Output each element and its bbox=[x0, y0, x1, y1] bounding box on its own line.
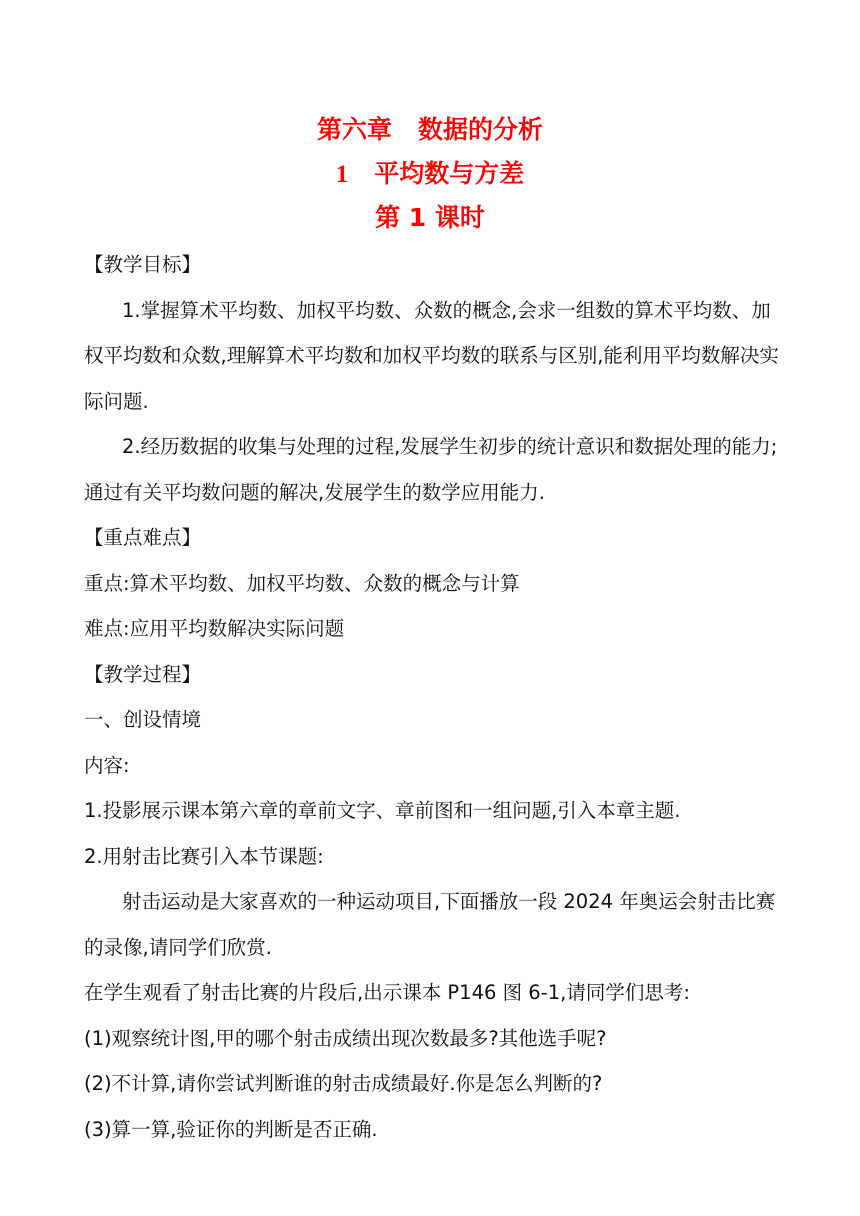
heading-block bbox=[0, 108, 860, 240]
key-point: 重点:算术平均数、加权平均数、众数的概念与计算 bbox=[84, 571, 520, 595]
process-paragraph-2: 在学生观看了射击比赛的片段后,出示课本 P146 图 6-1,请同学们思考: bbox=[84, 981, 690, 1004]
objective-item-2: 2.经历数据的收集与处理的过程,发展学生初步的统计意识和数据处理的能力;通过有关平均数问题的解决,发展学生的数学应用能力. bbox=[84, 435, 778, 504]
content-label: 内容: bbox=[84, 753, 130, 777]
difficult-point: 难点:应用平均数解决实际问题 bbox=[84, 617, 345, 640]
objectives-heading: 【教学目标】 bbox=[84, 253, 202, 276]
document-body bbox=[84, 242, 784, 1152]
section-title bbox=[0, 152, 860, 196]
chapter-name: 数据的分析 bbox=[418, 115, 544, 144]
chapter-title bbox=[0, 108, 860, 152]
process-item-1: 1.投影展示课本第六章的章前文字、章前图和一组问题,引入本章主题. bbox=[84, 799, 681, 822]
lesson-title: 第 1 课时 bbox=[375, 203, 485, 232]
question-3: (3)算一算,验证你的判断是否正确. bbox=[84, 1117, 378, 1141]
section-number: 1 bbox=[335, 161, 349, 188]
key-points-heading: 【重点难点】 bbox=[84, 526, 202, 549]
question-2: (2)不计算,请你尝试判断谁的射击成绩最好.你是怎么判断的? bbox=[84, 1072, 603, 1095]
section-name: 平均数与方差 bbox=[374, 159, 525, 188]
process-item-2: 2.用射击比赛引入本节课题: bbox=[84, 844, 324, 868]
process-paragraph-1: 射击运动是大家喜欢的一种运动项目,下面播放一段 2024 年奥运会射击比赛的录像,请同学们欣赏. bbox=[84, 890, 776, 959]
process-step-1: 一、创设情境 bbox=[84, 708, 202, 731]
chapter-number: 第六章 bbox=[316, 115, 392, 144]
process-heading: 【教学过程】 bbox=[84, 662, 202, 686]
objective-item-1: 1.掌握算术平均数、加权平均数、众数的概念,会求一组数的算术平均数、加权平均数和众数,理解算术平均数和加权平均数的联系与区别,能利用平均数解决实际问题. bbox=[84, 298, 779, 413]
question-1: (1)观察统计图,甲的哪个射击成绩出现次数最多?其他选手呢? bbox=[84, 1026, 607, 1050]
